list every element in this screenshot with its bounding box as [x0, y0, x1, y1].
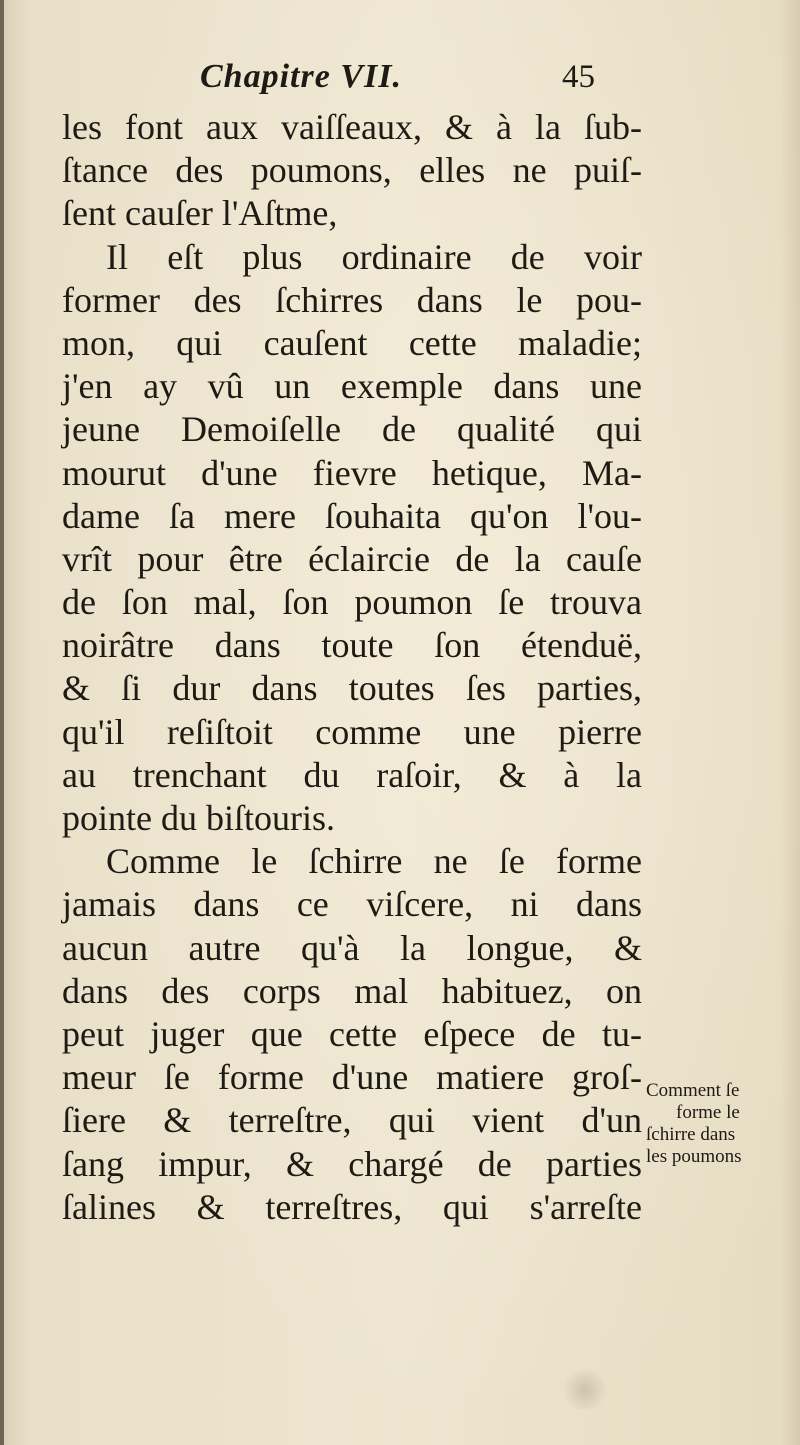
- text-line: ſalines & terreſtres, qui s'arreſte: [62, 1186, 642, 1227]
- text-line: dans des corps mal habituez, on: [62, 970, 642, 1011]
- margin-note: [646, 1080, 796, 1168]
- margin-note-line: forme le: [676, 1102, 740, 1123]
- body-text: [62, 106, 642, 1229]
- text-line: ſent cauſer l'Aſtme,: [62, 193, 338, 234]
- text-line: Comme le ſchirre ne ſe forme: [106, 841, 642, 882]
- text-line: qu'il reſiſtoit comme une pierre: [62, 711, 642, 752]
- page-gutter-edge: [0, 0, 4, 1445]
- text-line: mourut d'une fievre hetique, Ma-: [62, 452, 642, 493]
- text-line: ſang impur, & chargé de parties: [62, 1143, 642, 1184]
- text-line: peut juger que cette eſpece de tu-: [62, 1013, 642, 1054]
- page-number: 45: [562, 59, 595, 95]
- text-line: meur ſe forme d'une matiere groſ-: [62, 1057, 642, 1098]
- text-line: mon, qui cauſent cette maladie;: [62, 322, 642, 363]
- text-line: dame ſa mere ſouhaita qu'on l'ou-: [62, 495, 642, 536]
- ink-smudge: [560, 1370, 610, 1410]
- text-line: j'en ay vû un exemple dans une: [62, 366, 642, 407]
- text-line: les font aux vaiſſeaux, & à la ſub-: [62, 107, 642, 147]
- text-line: jamais dans ce viſcere, ni dans: [62, 884, 642, 925]
- text-line: vrît pour être éclaircie de la cauſe: [62, 538, 642, 579]
- running-head: Chapitre VII.: [200, 58, 402, 95]
- text-line: noirâtre dans toute ſon étenduë,: [62, 625, 642, 666]
- margin-note-line: ſchirre dans: [646, 1124, 736, 1145]
- page-header: [0, 55, 800, 105]
- text-line: & ſi dur dans toutes ſes parties,: [62, 668, 642, 709]
- text-line: ſiere & terreſtre, qui vient d'un: [62, 1100, 642, 1141]
- text-line: aucun autre qu'à la longue, &: [62, 927, 642, 968]
- text-line: au trenchant du raſoir, & à la: [62, 754, 642, 795]
- text-line: former des ſchirres dans le pou-: [62, 279, 642, 320]
- text-line: de ſon mal, ſon poumon ſe trouva: [62, 582, 642, 623]
- text-line: Il eſt plus ordinaire de voir: [106, 236, 642, 277]
- text-line: jeune Demoiſelle de qualité qui: [62, 409, 642, 450]
- text-line: pointe du biſtouris.: [62, 798, 335, 838]
- text-line: ſtance des poumons, elles ne puiſ-: [62, 150, 642, 191]
- margin-note-line: les poumons: [646, 1146, 742, 1167]
- margin-note-line: Comment ſe: [646, 1080, 740, 1101]
